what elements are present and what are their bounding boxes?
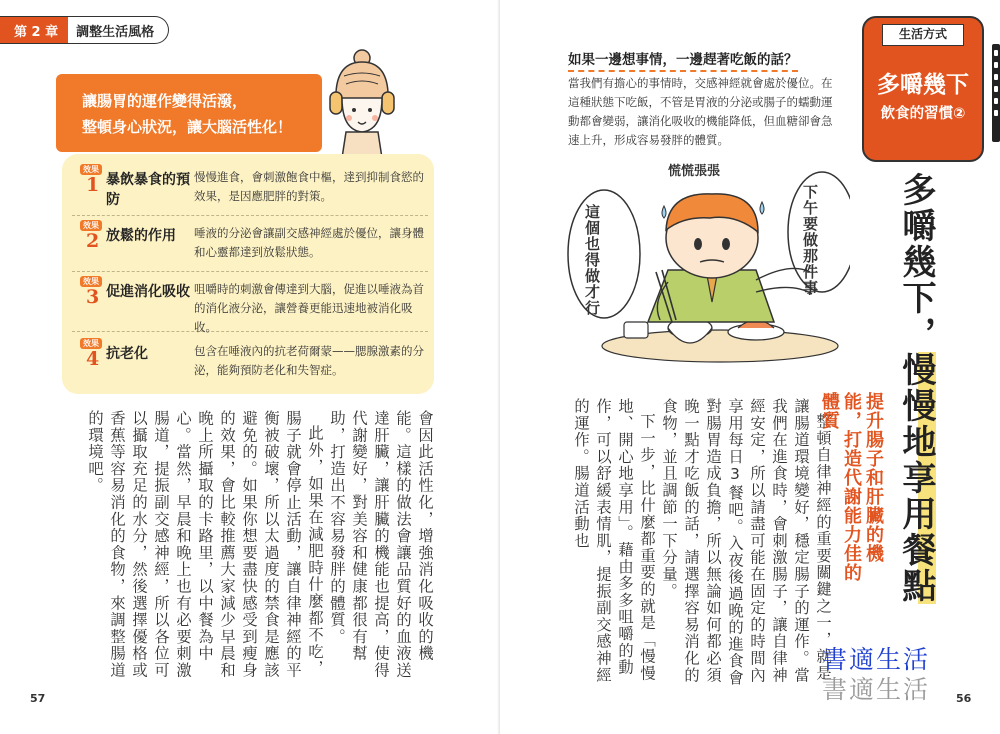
thought-bubble-right: 下午要做那件事 <box>801 184 819 296</box>
effect-tag: 效果 <box>80 220 102 231</box>
chapter-name: 調整生活風格 <box>76 24 155 40</box>
effect-number: 2 <box>86 230 100 252</box>
side-index-tab <box>992 44 1000 142</box>
question-title: 如果一邊想事情，一邊趕著吃飯的話？ <box>568 48 798 72</box>
benefit-title: 促進消化吸收 <box>106 284 190 300</box>
right-page <box>500 0 1000 734</box>
benefit-title: 暴飲暴食的預防 <box>106 172 190 208</box>
right-body-text <box>570 398 834 688</box>
effect-number: 3 <box>86 286 100 308</box>
body-paragraph: 下一步，比什麼都重要的就是「慢慢地、開心地享用」。藉由多多咀嚼的動作，可以舒緩表情肌，提振副交感神經的運作。腸道活動也 <box>572 398 656 684</box>
benefit-description: 包含在唾液內的抗老荷爾蒙——腮腺激素的分泌，能夠預防老化和失智症。 <box>194 344 424 377</box>
page-number: 57 <box>30 692 46 705</box>
series-subtitle: 飲食的習慣② <box>880 106 966 122</box>
question-body: 當我們有擔心的事情時，交感神經就會處於優位。在這種狀態下吃飯，不管是胃液的分泌或腸子的蠕動運動都會變弱，讓消化吸收的機能降低，但血糖卻會急速上升，形成容易發胖的體質。 <box>568 76 833 147</box>
left-body-text <box>84 410 436 688</box>
thought-bubble-left: 這個也得做才行 <box>583 204 601 316</box>
article-subtitle: 提升腸子和肝臟的機能，打造代謝能力佳的體質 <box>819 392 884 582</box>
watermark-shadow: 書適生活 <box>822 675 931 704</box>
benefit-description: 慢慢進食，會刺激飽食中樞，達到抑制食慾的效果，是因應肥胖的對策。 <box>194 170 424 203</box>
chapter-tab <box>0 16 169 44</box>
benefit-description: 唾液的分泌會讓副交感神經處於優位，讓身體和心靈都達到放鬆狀態。 <box>194 226 424 259</box>
benefit-description: 咀嚼時的刺激會傳達到大腦，促進以唾液為首的消化液分泌，讓營養更能迅速地被消化吸收。 <box>194 282 424 334</box>
effect-number: 4 <box>86 348 100 370</box>
effect-tag: 效果 <box>80 276 102 287</box>
banner-line-2: 整頓身心狀況，讓大腦活性化！ <box>82 118 293 136</box>
series-box <box>862 16 984 162</box>
body-paragraph: 會因此活性化，增強消化吸收的機能。這樣的做法會讓品質好的血液送達肝臟，讓肝臟的機能也提高，使得代謝變好，對美容和健康都很有幫助，打造出不容易發胖的體質。 <box>328 410 434 679</box>
main-title-part-2: 慢慢地享用餐點 <box>896 352 936 604</box>
series-label: 生活方式 <box>882 24 964 46</box>
chapter-label: 第 2 章 <box>0 17 68 43</box>
benefit-item <box>72 336 428 390</box>
benefit-title: 抗老化 <box>106 346 148 362</box>
main-title <box>896 172 936 642</box>
benefits-box <box>62 154 434 394</box>
banner-line-1: 讓腸胃的運作變得活潑， <box>82 92 248 110</box>
page-number: 56 <box>956 692 972 705</box>
benefit-item <box>72 218 428 272</box>
effect-tag: 效果 <box>80 164 102 175</box>
rush-label: 慌慌張張 <box>668 164 721 179</box>
effect-number: 1 <box>86 174 100 196</box>
benefit-item <box>72 274 428 332</box>
benefit-item <box>72 162 428 216</box>
main-title-part-1: 多嚼幾下， <box>896 172 936 352</box>
benefit-title: 放鬆的作用 <box>106 228 176 244</box>
watermark: 書適生活 <box>822 645 931 674</box>
body-paragraph: 此外，如果在減肥時什麼都不吃，腸子就會停止活動，讓自律神經的平衡被破壞，所以太過度的禁食是應該避免的。如果你想要盡快感受到瘦身的效果，會比較推薦大家減少早晨和晚上所攝取的卡路里，以中餐為中心。當然，早晨和晚上也有必要刺激腸道，提振副交感神經，所以各位可以攝取充足的水分，然後選擇優格或香蕉等容易消化的食物，來調整腸道的環境吧。 <box>86 410 324 679</box>
body-paragraph: 整頓自律神經的重要關鍵之一，就是讓腸道環境變好，穩定腸子的運作。當我們在進食時，會刺激腸子，讓自律神經安定，所以請盡可能在固定的時間內享用每日3餐吧。入夜後過晚的進食會對腸胃造成負擔，所以無論如何都必須晚一點才吃飯的話，請選擇容易消化的食物，並且調節一下分量。 <box>660 398 832 687</box>
girl-illustration <box>322 48 402 158</box>
series-title: 多嚼幾下 <box>877 72 969 98</box>
effect-tag: 效果 <box>80 338 102 349</box>
summary-banner <box>56 74 322 152</box>
